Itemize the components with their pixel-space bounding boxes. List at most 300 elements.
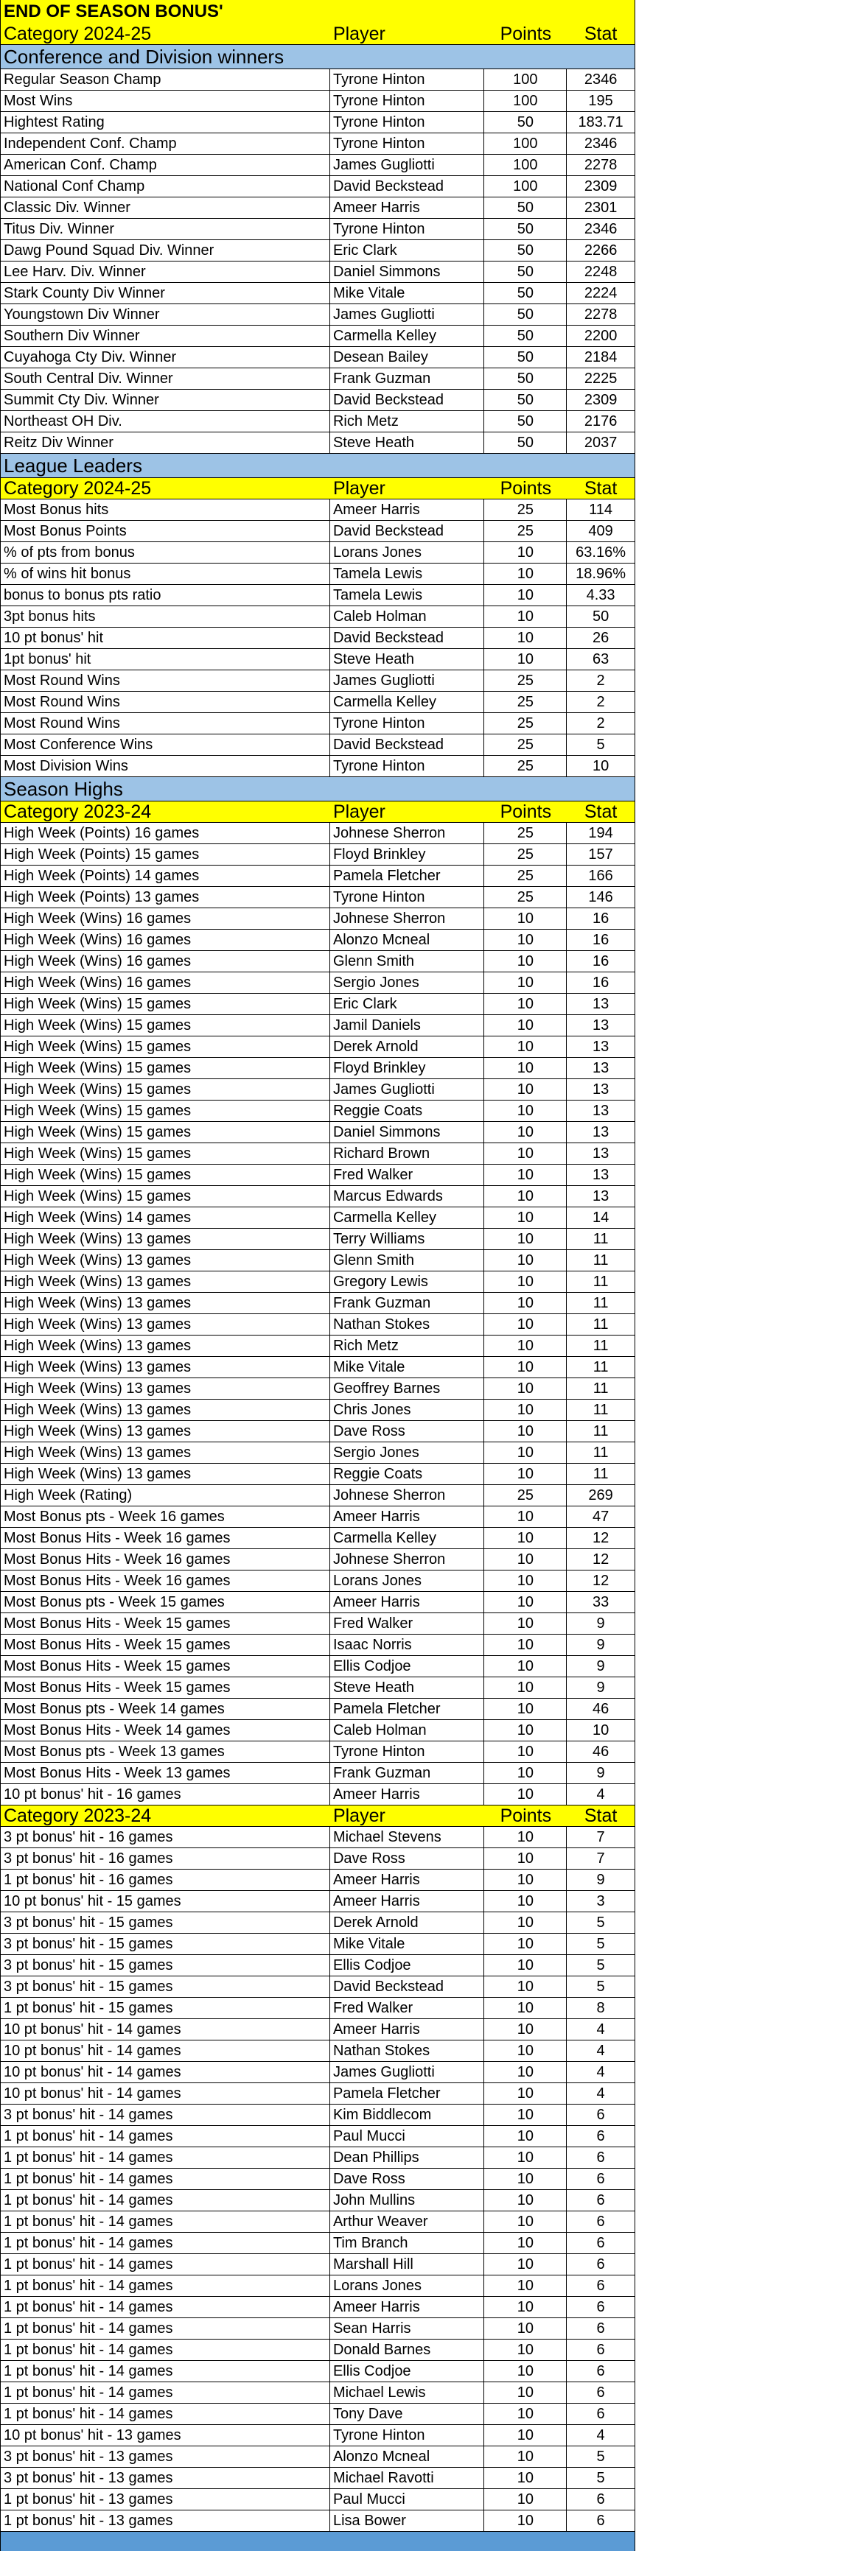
table-row [0, 1656, 635, 1677]
points-cell: 100 [484, 133, 567, 154]
table-row [0, 1293, 635, 1314]
stat-cell: 4 [596, 2427, 605, 2443]
stat-cell: 195 [588, 93, 613, 109]
category-cell: High Week (Wins) 13 games [1, 1378, 330, 1399]
player-cell: Carmella Kelley [330, 326, 485, 346]
points-cell: 10 [484, 1122, 567, 1143]
column-header-row [0, 801, 635, 823]
category-cell: Most Bonus Hits - Week 16 games [1, 1528, 330, 1548]
category-cell: 1 pt bonus' hit - 14 games [1, 2211, 330, 2232]
table-row [0, 1976, 635, 1998]
stat-cell: 47 [592, 1509, 609, 1525]
stat-cell: 16 [592, 932, 609, 948]
highs-table-body [0, 823, 635, 1805]
table-row [0, 1464, 635, 1485]
player-cell: Dave Ross [330, 1421, 485, 1442]
table-row [0, 628, 635, 649]
sheet-title: END OF SEASON BONUS' [0, 0, 635, 24]
table-row [0, 823, 635, 844]
points-cell: 10 [484, 2040, 567, 2061]
player-cell: Jamil Daniels [330, 1015, 485, 1036]
points-cell: 10 [484, 972, 567, 993]
stat-header: Stat [584, 478, 618, 499]
table-row [0, 994, 635, 1015]
table-row [0, 1314, 635, 1336]
player-cell: Kim Biddlecom [330, 2105, 485, 2125]
section-highs-title: Season Highs [0, 777, 635, 801]
stat-cell: 2225 [584, 371, 618, 387]
player-cell: Fred Walker [330, 1613, 485, 1634]
points-header: Points [500, 478, 552, 499]
category-cell: High Week (Wins) 13 games [1, 1250, 330, 1271]
player-cell: James Gugliotti [330, 1079, 485, 1100]
player-cell: Ellis Codjoe [330, 1656, 485, 1677]
stat-cell: 13 [592, 1145, 609, 1162]
points-cell: 100 [484, 91, 567, 111]
stat-cell: 2278 [584, 157, 618, 173]
stat-cell: 114 [589, 502, 613, 518]
table-row [0, 155, 635, 176]
points-cell: 10 [484, 2105, 567, 2125]
points-cell: 10 [484, 1165, 567, 1185]
points-cell: 10 [484, 2190, 567, 2211]
table-row [0, 1528, 635, 1549]
stat-cell: 13 [592, 996, 609, 1012]
player-cell: Ellis Codjoe [330, 1955, 485, 1976]
points-cell: 25 [484, 756, 567, 776]
player-cell: Caleb Holman [330, 606, 485, 627]
points-cell: 25 [484, 499, 567, 520]
category-cell: National Conf Champ [1, 176, 330, 197]
player-cell: Tamela Lewis [330, 585, 485, 606]
player-cell: Reggie Coats [330, 1464, 485, 1484]
table-row [0, 908, 635, 930]
table-row [0, 844, 635, 866]
table-row [0, 1955, 635, 1976]
table-row [0, 2404, 635, 2425]
player-cell: Dave Ross [330, 2169, 485, 2189]
table-row [0, 1720, 635, 1741]
points-cell: 10 [484, 2318, 567, 2339]
category-cell: Hightest Rating [1, 112, 330, 133]
points-cell: 10 [484, 1570, 567, 1591]
category-cell: High Week (Wins) 13 games [1, 1421, 330, 1442]
stat-cell: 6 [596, 2235, 605, 2251]
category-cell: 10 pt bonus' hit - 14 games [1, 2083, 330, 2104]
table-row [0, 1549, 635, 1570]
points-cell: 10 [484, 1699, 567, 1719]
stat-cell: 7 [596, 1850, 605, 1867]
category-cell: High Week (Wins) 15 games [1, 1079, 330, 1100]
points-cell: 10 [484, 2425, 567, 2446]
table-row [0, 197, 635, 219]
player-cell: Marshall Hill [330, 2254, 485, 2275]
points-cell: 10 [484, 1293, 567, 1313]
category-cell: Youngstown Div Winner [1, 304, 330, 325]
stat-cell: 13 [592, 1017, 609, 1033]
table-row [0, 2510, 635, 2532]
player-cell: Eric Clark [330, 240, 485, 261]
stat-cell: 5 [596, 1957, 605, 1973]
table-row [0, 2083, 635, 2105]
category-cell: 1 pt bonus' hit - 14 games [1, 2275, 330, 2296]
stat-cell: 2037 [584, 435, 618, 451]
category-cell: Northeast OH Div. [1, 411, 330, 432]
table-row [0, 1101, 635, 1122]
player-cell: Tyrone Hinton [330, 2425, 485, 2446]
table-row [0, 347, 635, 368]
category-cell: Most Bonus pts - Week 15 games [1, 1592, 330, 1612]
category-cell: Summit Cty Div. Winner [1, 390, 330, 410]
category-cell: 1 pt bonus' hit - 14 games [1, 2297, 330, 2317]
player-cell: Dean Phillips [330, 2147, 485, 2168]
stat-cell: 11 [593, 1445, 609, 1461]
stat-cell: 7 [596, 1829, 605, 1845]
points-cell: 10 [484, 2126, 567, 2147]
points-cell: 10 [484, 1464, 567, 1484]
stat-cell: 11 [593, 1316, 609, 1333]
points-header: Points [500, 801, 552, 822]
points-cell: 10 [484, 1677, 567, 1698]
category-cell: Most Bonus pts - Week 13 games [1, 1741, 330, 1762]
points-cell: 25 [484, 692, 567, 712]
category-cell: 3 pt bonus' hit - 13 games [1, 2446, 330, 2467]
category-cell: Southern Div Winner [1, 326, 330, 346]
player-cell: Arthur Weaver [330, 2211, 485, 2232]
table-row [0, 2318, 635, 2340]
category-cell: % of wins hit bonus [1, 564, 330, 584]
table-row [0, 2446, 635, 2468]
points-cell: 10 [484, 2019, 567, 2040]
stat-cell: 6 [596, 2320, 605, 2337]
table-row [0, 542, 635, 564]
points-cell: 10 [484, 1250, 567, 1271]
table-row [0, 262, 635, 283]
points-cell: 10 [484, 1976, 567, 1997]
table-row [0, 951, 635, 972]
player-cell: Ameer Harris [330, 2019, 485, 2040]
table-row [0, 1741, 635, 1763]
stat-cell: 6 [596, 2299, 605, 2315]
category-cell: Most Round Wins [1, 713, 330, 734]
category-cell: High Week (Wins) 16 games [1, 972, 330, 993]
stat-cell: 6 [596, 2214, 605, 2230]
points-cell: 25 [484, 1485, 567, 1506]
category-cell: 1 pt bonus' hit - 14 games [1, 2318, 330, 2339]
stat-cell: 5 [596, 737, 605, 753]
player-cell: Reggie Coats [330, 1101, 485, 1121]
table-row [0, 176, 635, 197]
section-conference-title: Conference and Division winners [0, 45, 635, 69]
category-cell: Independent Conf. Champ [1, 133, 330, 154]
points-cell: 100 [484, 176, 567, 197]
table-row [0, 1635, 635, 1656]
category-cell: High Week (Wins) 16 games [1, 951, 330, 972]
points-cell: 10 [484, 2361, 567, 2382]
category-cell: High Week (Wins) 13 games [1, 1336, 330, 1356]
category-cell: Most Round Wins [1, 692, 330, 712]
table-row [0, 368, 635, 390]
table-row [0, 2211, 635, 2233]
category-cell: High Week (Wins) 15 games [1, 1122, 330, 1143]
table-footer-bar [0, 2532, 635, 2551]
stat-cell: 9 [596, 1658, 605, 1674]
points-cell: 10 [484, 2211, 567, 2232]
table-row [0, 2147, 635, 2169]
player-cell: Johnese Sherron [330, 1549, 485, 1570]
player-cell: Ameer Harris [330, 1870, 485, 1890]
table-row [0, 649, 635, 670]
stat-cell: 12 [592, 1530, 609, 1546]
stat-cell: 9 [596, 1637, 605, 1653]
player-cell: Pamela Fletcher [330, 1699, 485, 1719]
category-cell: 1 pt bonus' hit - 14 games [1, 2126, 330, 2147]
category-cell: 1 pt bonus' hit - 14 games [1, 2404, 330, 2424]
stat-cell: 9 [596, 1872, 605, 1888]
stat-cell: 14 [592, 1210, 609, 1226]
category-cell: Reitz Div Winner [1, 432, 330, 453]
stat-cell: 6 [596, 2342, 605, 2358]
stat-cell: 3 [596, 1893, 605, 1909]
stat-cell: 2301 [584, 200, 618, 216]
table-row [0, 1912, 635, 1934]
player-cell: Michael Lewis [330, 2382, 485, 2403]
player-cell: Steve Heath [330, 649, 485, 670]
points-cell: 10 [484, 1336, 567, 1356]
points-cell: 50 [484, 390, 567, 410]
stat-cell: 16 [592, 910, 609, 927]
points-cell: 10 [484, 1506, 567, 1527]
category-cell: 3 pt bonus' hit - 15 games [1, 1955, 330, 1976]
table-row [0, 1870, 635, 1891]
stat-cell: 11 [593, 1402, 609, 1418]
player-cell: Ameer Harris [330, 1891, 485, 1912]
table-row [0, 390, 635, 411]
category-cell: High Week (Wins) 13 games [1, 1229, 330, 1249]
category-cell: 1 pt bonus' hit - 13 games [1, 2510, 330, 2531]
table-row [0, 1250, 635, 1271]
player-cell: David Beckstead [330, 628, 485, 648]
points-cell: 50 [484, 240, 567, 261]
table-row [0, 1570, 635, 1592]
points-cell: 10 [484, 2275, 567, 2296]
points-cell: 10 [484, 2404, 567, 2424]
table-row [0, 2040, 635, 2062]
points-cell: 10 [484, 1720, 567, 1741]
stat-cell: 11 [593, 1295, 609, 1311]
points-cell: 10 [484, 1870, 567, 1890]
stat-cell: 5 [596, 1915, 605, 1931]
category-cell: 1 pt bonus' hit - 14 games [1, 2233, 330, 2253]
category-cell: 3 pt bonus' hit - 15 games [1, 1976, 330, 1997]
points-cell: 10 [484, 1656, 567, 1677]
stat-cell: 269 [588, 1487, 613, 1503]
table-row [0, 734, 635, 756]
category-cell: Most Conference Wins [1, 734, 330, 755]
points-cell: 50 [484, 112, 567, 133]
points-cell: 25 [484, 734, 567, 755]
points-cell: 10 [484, 2510, 567, 2531]
category-cell: Stark County Div Winner [1, 283, 330, 303]
table-row [0, 1998, 635, 2019]
table-row [0, 2361, 635, 2382]
stat-cell: 183.71 [578, 114, 623, 130]
player-cell: Tony Dave [330, 2404, 485, 2424]
category-header: Category 2024-25 [4, 24, 152, 44]
stat-cell: 6 [596, 2278, 605, 2294]
player-cell: Johnese Sherron [330, 823, 485, 843]
stat-cell: 2309 [584, 178, 618, 194]
stat-cell: 2224 [584, 285, 618, 301]
category-cell: High Week (Wins) 13 games [1, 1293, 330, 1313]
table-row [0, 1763, 635, 1784]
player-cell: Ameer Harris [330, 197, 485, 218]
stat-cell: 4 [596, 1786, 605, 1803]
conference-table-body [0, 69, 635, 454]
stat-cell: 5 [596, 1936, 605, 1952]
stat-cell: 11 [593, 1338, 609, 1354]
table-row [0, 2190, 635, 2211]
points-cell: 50 [484, 326, 567, 346]
player-cell: Ameer Harris [330, 1592, 485, 1612]
player-cell: David Beckstead [330, 1976, 485, 1997]
table-row [0, 69, 635, 91]
points-cell: 25 [484, 887, 567, 908]
category-cell: 10 pt bonus' hit - 14 games [1, 2019, 330, 2040]
player-cell: Alonzo Mcneal [330, 2446, 485, 2467]
table-row [0, 756, 635, 777]
player-cell: John Mullins [330, 2190, 485, 2211]
points-cell: 10 [484, 2446, 567, 2467]
player-cell: Tyrone Hinton [330, 887, 485, 908]
table-row [0, 1485, 635, 1506]
player-cell: Johnese Sherron [330, 908, 485, 929]
points-cell: 10 [484, 1741, 567, 1762]
table-row [0, 1421, 635, 1442]
points-cell: 10 [484, 1378, 567, 1399]
table-row [0, 2489, 635, 2510]
category-cell: Most Round Wins [1, 670, 330, 691]
player-cell: Ellis Codjoe [330, 2361, 485, 2382]
category-cell: Cuyahoga Cty Div. Winner [1, 347, 330, 368]
category-cell: 1 pt bonus' hit - 14 games [1, 2382, 330, 2403]
player-cell: Donald Barnes [330, 2340, 485, 2360]
stat-cell: 2184 [584, 349, 618, 365]
points-cell: 10 [484, 564, 567, 584]
category-cell: 1 pt bonus' hit - 13 games [1, 2489, 330, 2510]
stat-cell: 2346 [584, 136, 618, 152]
stat-cell: 63 [592, 651, 609, 667]
player-header: Player [332, 24, 385, 44]
points-cell: 10 [484, 1763, 567, 1783]
category-cell: 3 pt bonus' hit - 15 games [1, 1912, 330, 1933]
category-cell: High Week (Wins) 15 games [1, 1101, 330, 1121]
stat-cell: 13 [592, 1188, 609, 1204]
stat-cell: 6 [596, 2491, 605, 2507]
category-cell: Lee Harv. Div. Winner [1, 262, 330, 282]
table-row [0, 1592, 635, 1613]
player-cell: Tyrone Hinton [330, 112, 485, 133]
category-cell: Most Bonus Hits - Week 15 games [1, 1635, 330, 1655]
table-row [0, 240, 635, 262]
player-cell: Ameer Harris [330, 2297, 485, 2317]
category-cell: High Week (Points) 14 games [1, 866, 330, 886]
table-row [0, 1699, 635, 1720]
stat-cell: 16 [592, 975, 609, 991]
bonus-table-body [0, 1827, 635, 2532]
category-cell: 3 pt bonus' hit - 16 games [1, 1827, 330, 1847]
table-row [0, 1015, 635, 1036]
table-row [0, 1229, 635, 1250]
player-cell: Tyrone Hinton [330, 133, 485, 154]
stat-cell: 33 [592, 1594, 609, 1610]
category-cell: High Week (Wins) 15 games [1, 1143, 330, 1164]
stat-cell: 18.96% [576, 566, 626, 582]
table-row [0, 606, 635, 628]
category-cell: High Week (Wins) 16 games [1, 930, 330, 950]
table-row [0, 1848, 635, 1870]
stat-cell: 11 [593, 1231, 609, 1247]
player-cell: Geoffrey Barnes [330, 1378, 485, 1399]
category-cell: Most Bonus Hits - Week 16 games [1, 1549, 330, 1570]
points-cell: 10 [484, 2169, 567, 2189]
category-cell: High Week (Wins) 16 games [1, 908, 330, 929]
table-row [0, 2382, 635, 2404]
player-cell: David Beckstead [330, 176, 485, 197]
table-row [0, 2468, 635, 2489]
points-cell: 10 [484, 1079, 567, 1100]
stat-cell: 8 [596, 2000, 605, 2016]
table-row [0, 564, 635, 585]
category-cell: Most Bonus pts - Week 16 games [1, 1506, 330, 1527]
category-cell: Most Bonus Hits - Week 15 games [1, 1656, 330, 1677]
points-cell: 25 [484, 713, 567, 734]
stat-cell: 11 [593, 1423, 609, 1439]
stat-cell: 194 [588, 825, 613, 841]
stat-cell: 10 [592, 758, 609, 774]
points-cell: 10 [484, 1357, 567, 1378]
points-cell: 100 [484, 155, 567, 175]
category-cell: bonus to bonus pts ratio [1, 585, 330, 606]
category-cell: High Week (Wins) 15 games [1, 1186, 330, 1207]
stat-cell: 4 [596, 2085, 605, 2102]
category-cell: 3 pt bonus' hit - 15 games [1, 1934, 330, 1954]
stat-cell: 2176 [584, 413, 618, 429]
stat-cell: 157 [588, 846, 613, 863]
category-header: Category 2024-25 [4, 478, 152, 499]
category-cell: High Week (Wins) 13 games [1, 1442, 330, 1463]
category-cell: Most Bonus Hits - Week 13 games [1, 1763, 330, 1783]
table-row [0, 283, 635, 304]
points-cell: 10 [484, 2147, 567, 2168]
player-cell: Rich Metz [330, 1336, 485, 1356]
player-cell: Derek Arnold [330, 1036, 485, 1057]
stat-cell: 11 [593, 1252, 609, 1268]
points-cell: 10 [484, 1613, 567, 1634]
stat-header: Stat [584, 24, 618, 44]
player-cell: Tyrone Hinton [330, 69, 485, 90]
player-cell: Tyrone Hinton [330, 713, 485, 734]
stat-cell: 5 [596, 1979, 605, 1995]
stat-cell: 13 [592, 1103, 609, 1119]
player-cell: James Gugliotti [330, 155, 485, 175]
stat-cell: 9 [596, 1765, 605, 1781]
points-cell: 10 [484, 1912, 567, 1933]
category-cell: % of pts from bonus [1, 542, 330, 563]
stat-cell: 13 [592, 1167, 609, 1183]
category-cell: 3 pt bonus' hit - 16 games [1, 1848, 330, 1869]
player-cell: Rich Metz [330, 411, 485, 432]
